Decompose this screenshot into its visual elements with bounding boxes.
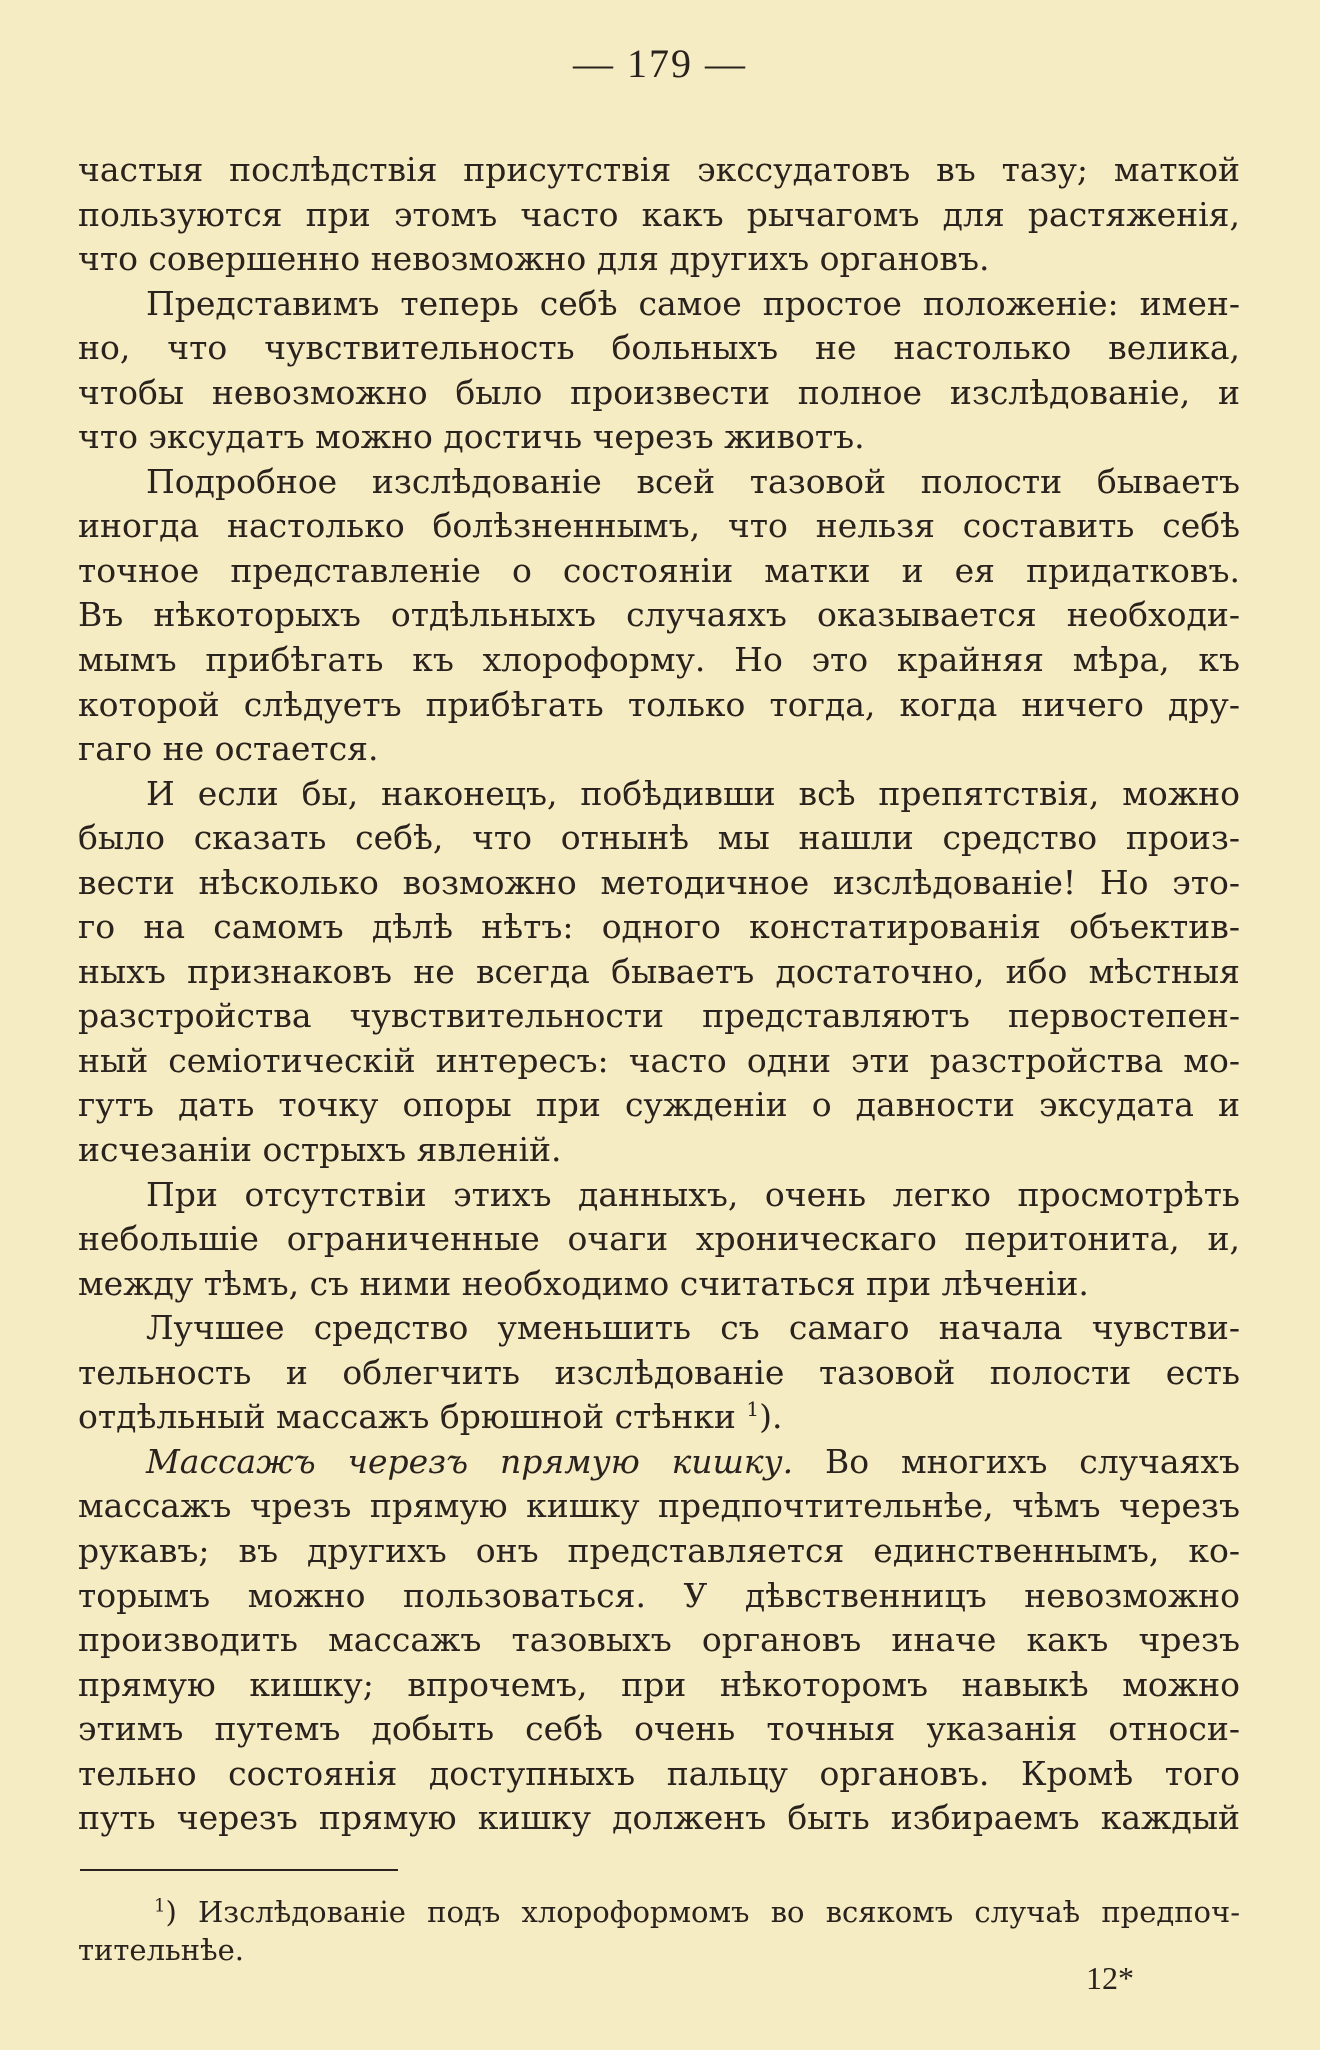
line-text: мымъ прибѣгать къ хлороформу. Но это крайняя мѣра, къ — [78, 640, 1240, 680]
text-line — [78, 1173, 1240, 1218]
text-line — [78, 1484, 1240, 1529]
line-text: вести нѣсколько возможно методичное изслѣдованіе! Но это- — [78, 862, 1240, 902]
line-text-after: ). — [759, 1397, 783, 1437]
footnote-marker: 1 — [154, 1895, 166, 1917]
text-line — [78, 193, 1240, 238]
text-line — [78, 994, 1240, 1039]
footnotes — [78, 1893, 1240, 1969]
line-text: тельность и облегчить изслѣдованіе тазовой полости есть — [78, 1352, 1240, 1392]
line-text: Подробное изслѣдованіе всей тазовой полости бываетъ — [146, 461, 1240, 501]
line-text: между тѣмъ, съ ними необходимо считаться при лѣченіи. — [78, 1263, 1089, 1303]
line-text: пользуются при этомъ часто какъ рычагомъ для растяженія, — [78, 194, 1240, 234]
text-line — [78, 282, 1240, 327]
page-number: — 179 — — [573, 41, 747, 86]
text-line — [78, 1574, 1240, 1619]
line-text: гаго не остается. — [78, 729, 379, 769]
line-text: что эксудатъ можно достичь черезъ животъ. — [78, 417, 865, 457]
line-text: отдѣльный массажъ брюшной стѣнки — [78, 1397, 747, 1437]
line-text: разстройства чувствительности представляютъ первостепен- — [78, 996, 1240, 1036]
text-line — [78, 237, 1240, 282]
line-text: Въ нѣкоторыхъ отдѣльныхъ случаяхъ оказывается необходи- — [78, 595, 1240, 635]
line-text: массажъ чрезъ прямую кишку предпочтительнѣе, чѣмъ черезъ — [78, 1486, 1240, 1526]
line-text: было сказать себѣ, что отнынѣ мы нашли средство произ- — [78, 818, 1240, 858]
text-line — [78, 861, 1240, 906]
body-text — [78, 148, 1240, 1841]
line-text: ) Изслѣдованіе подъ хлороформомъ во всякомъ случаѣ предпоч- — [165, 1895, 1240, 1929]
text-line — [78, 683, 1240, 728]
text-line — [78, 950, 1240, 995]
line-text: чтобы невозможно было произвести полное изслѣдованіе, и — [78, 372, 1240, 412]
line-text: которой слѣдуетъ прибѣгать только тогда, когда ничего дру- — [78, 684, 1240, 724]
line-text: ный семіотическій интересъ: часто одни эти разстройства мо- — [78, 1040, 1240, 1080]
text-line — [78, 1663, 1240, 1708]
line-text: этимъ путемъ добыть себѣ очень точныя указанія относи- — [78, 1709, 1240, 1749]
line-text: что совершенно невозможно для другихъ органовъ. — [78, 239, 990, 279]
text-line — [78, 549, 1240, 594]
text-line — [78, 1083, 1240, 1128]
text-line — [78, 1796, 1240, 1841]
line-text: При отсутствіи этихъ данныхъ, очень легко просмотрѣть — [146, 1174, 1240, 1214]
text-line — [78, 504, 1240, 549]
printer-signature: 12* — [1086, 1960, 1134, 1996]
text-line — [78, 1395, 1240, 1440]
text-line — [78, 1752, 1240, 1797]
line-text: небольшіе ограниченные очаги хроническаго перитонита, и, — [78, 1219, 1240, 1259]
text-line — [78, 1262, 1240, 1307]
text-line — [78, 1217, 1240, 1262]
text-line — [78, 1529, 1240, 1574]
text-line — [78, 371, 1240, 416]
line-text: но, что чувствительность больныхъ не настолько велика, — [78, 328, 1240, 368]
text-line — [78, 1039, 1240, 1084]
line-text: рукавъ; въ другихъ онъ представляется единственнымъ, ко- — [78, 1530, 1240, 1570]
footnote-line — [78, 1931, 1240, 1969]
section-heading-italic: Массажъ черезъ прямую кишку. — [146, 1441, 794, 1481]
line-text: точное представленіе о состояніи матки и ея придатковъ. — [78, 550, 1240, 590]
footnote-rule — [80, 1869, 398, 1871]
text-line — [78, 326, 1240, 371]
text-line — [78, 415, 1240, 460]
line-text: тительнѣе. — [78, 1933, 244, 1967]
text-line — [78, 1440, 1240, 1485]
line-text: ныхъ признаковъ не всегда бываетъ достаточно, ибо мѣстныя — [78, 951, 1240, 991]
line-text: прямую кишку; впрочемъ, при нѣкоторомъ навыкѣ можно — [78, 1664, 1240, 1704]
line-text: Во многихъ случаяхъ — [793, 1441, 1240, 1481]
footnote-line — [78, 1893, 1240, 1931]
line-text: Представимъ теперь себѣ самое простое положеніе: имен- — [146, 283, 1240, 323]
text-line — [78, 1128, 1240, 1173]
line-text: И если бы, наконецъ, побѣдивши всѣ препятствія, можно — [146, 773, 1240, 813]
line-text: гутъ дать точку опоры при сужденіи о давности эксудата и — [78, 1085, 1240, 1125]
text-line — [78, 727, 1240, 772]
line-text: го на самомъ дѣлѣ нѣтъ: одного констатированія объектив- — [78, 907, 1240, 947]
line-text: путь черезъ прямую кишку долженъ быть избираемъ каждый — [78, 1798, 1240, 1838]
text-line — [78, 1618, 1240, 1663]
line-text: производить массажъ тазовыхъ органовъ иначе какъ чрезъ — [78, 1620, 1240, 1660]
line-text: тельно состоянія доступныхъ пальцу органовъ. Кромѣ того — [78, 1753, 1240, 1793]
line-text: иногда настолько болѣзненнымъ, что нельзя составить себѣ — [78, 506, 1240, 546]
text-line — [78, 593, 1240, 638]
text-line — [78, 1707, 1240, 1752]
line-text: Лучшее средство уменьшить съ самаго начала чувстви- — [146, 1308, 1240, 1348]
line-text: частыя послѣдствія присутствія экссудатовъ въ тазу; маткой — [78, 150, 1240, 189]
text-line — [78, 148, 1240, 193]
line-text: исчезаніи острыхъ явленій. — [78, 1130, 562, 1170]
text-line — [78, 772, 1240, 817]
line-text: торымъ можно пользоваться. У дѣвственницъ невозможно — [78, 1575, 1240, 1615]
footnote-reference: 1 — [746, 1397, 760, 1422]
text-line — [78, 460, 1240, 505]
text-line — [78, 638, 1240, 683]
text-line — [78, 1306, 1240, 1351]
text-line — [78, 905, 1240, 950]
text-line — [78, 1351, 1240, 1396]
text-line — [78, 816, 1240, 861]
